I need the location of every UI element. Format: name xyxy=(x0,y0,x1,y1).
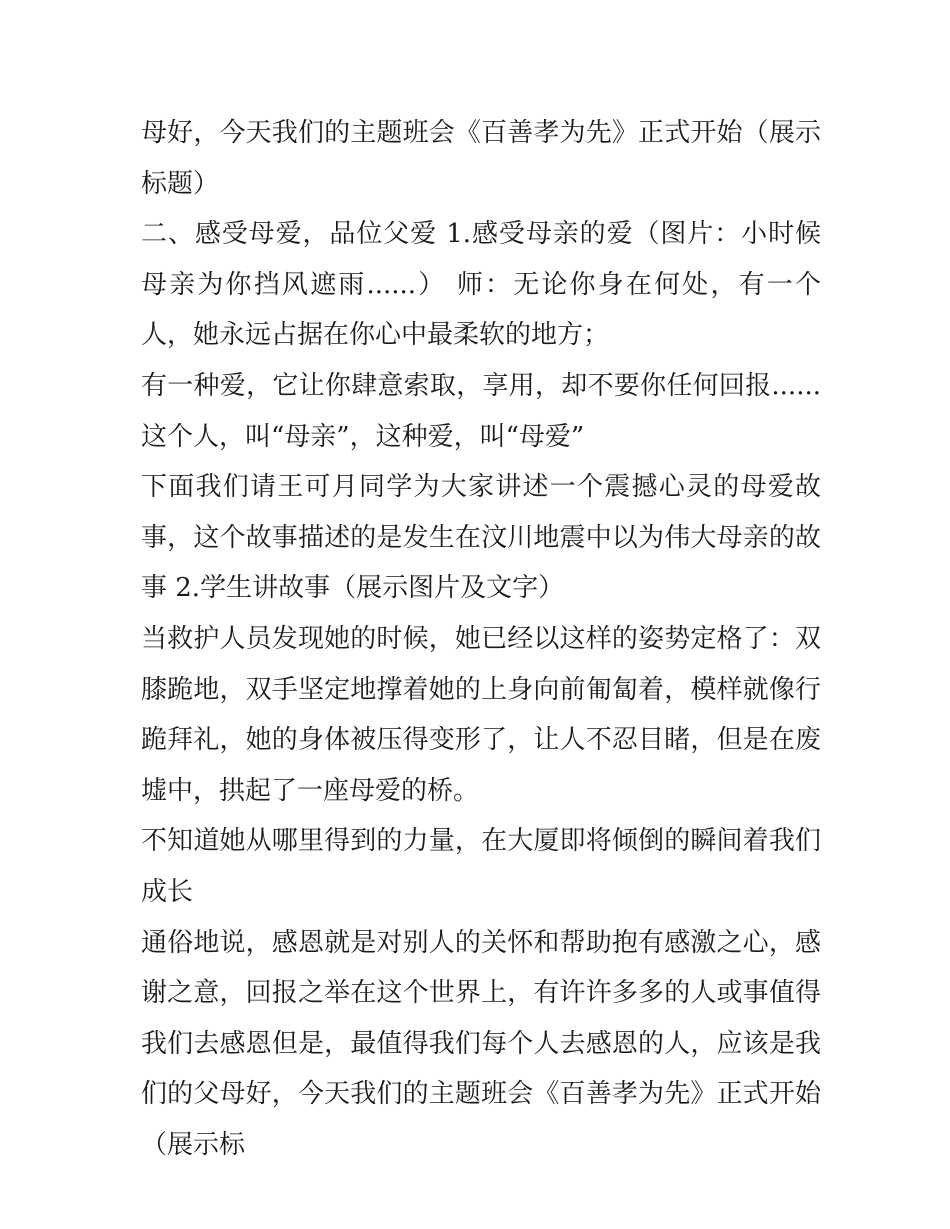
paragraph-intro-title: 母好，今天我们的主题班会《百善孝为先》正式开始（展示标题） xyxy=(141,118,821,199)
paragraph-gratitude: 通俗地说，感恩就是对别人的关怀和帮助抱有感激之心，感谢之意，回报之举在这个世界上，有许许多多的人或事值得我们去感恩但是，最值得我们每个人去感恩的人，应该是我们的父母好，今天我们的主题班会《百善孝为先》正式开始（展示标 xyxy=(141,927,821,1160)
document-body xyxy=(141,108,821,1170)
paragraph-rescue-story: 当救护人员发现她的时候，她已经以这样的姿势定格了：双膝跪地，双手坚定地撑着她的上身向前匍匐着，模样就像行跪拜礼，她的身体被压得变形了，让人不忍目睹，但是在废墟中，拱起了一座母爱的桥。 xyxy=(141,623,821,806)
paragraph-section-two: 二、感受母爱，品位父爱 1.感受母亲的爱（图片：小时候母亲为你挡风遮雨......） 师：无论你身在何处，有一个人，她永远占据在你心中最柔软的地方； xyxy=(141,219,821,351)
paragraph-story-intro: 下面我们请王可月同学为大家讲述一个震撼心灵的母爱故事，这个故事描述的是发生在汶川地震中以为伟大母亲的故事 2.学生讲故事（展示图片及文字） xyxy=(141,472,821,604)
paragraph-mother-love: 有一种爱，它让你肆意索取，享用，却不要你任何回报...... 这个人，叫“母亲”，这种爱，叫“母爱” xyxy=(141,370,821,452)
paragraph-strength: 不知道她从哪里得到的力量，在大厦即将倾倒的瞬间着我们成长 xyxy=(141,826,821,907)
